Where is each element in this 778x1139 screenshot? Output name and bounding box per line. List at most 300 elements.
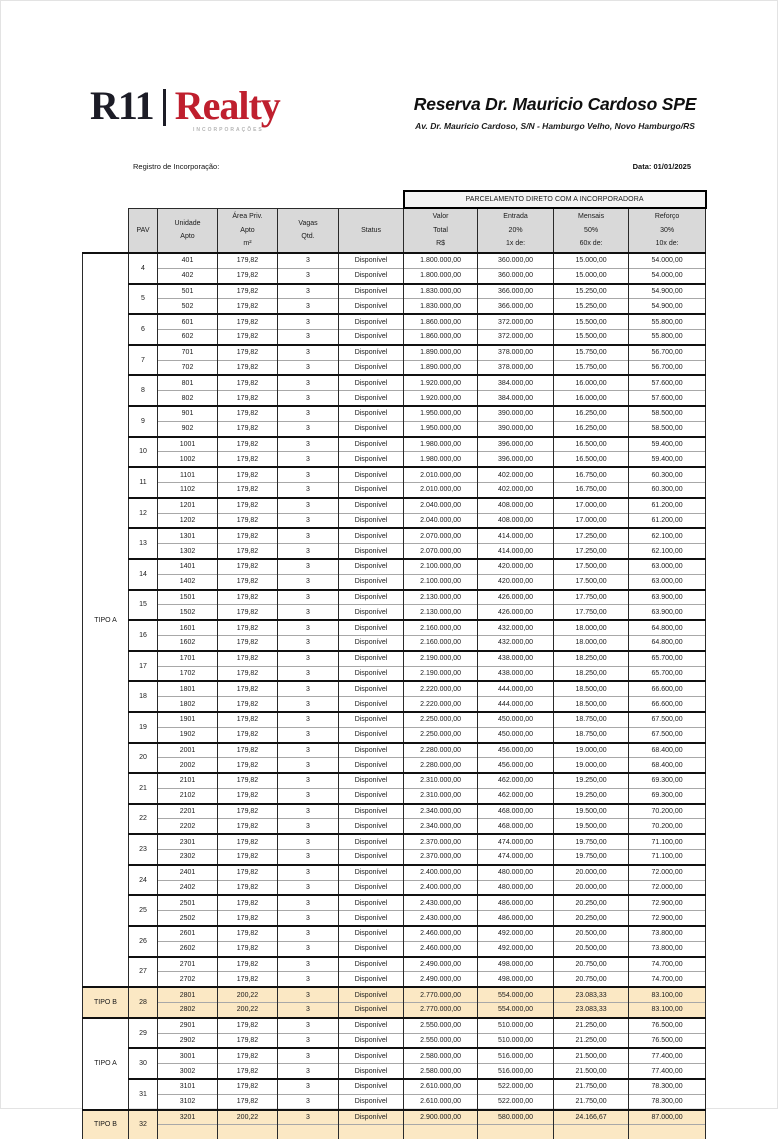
column-header-line: Apto — [240, 226, 255, 234]
table-cell: 2.550.000,00 — [404, 1033, 478, 1048]
table-cell: Disponível — [339, 544, 404, 559]
table-cell: Disponível — [339, 850, 404, 865]
table-cell: Disponível — [339, 360, 404, 375]
table-cell: 3 — [278, 987, 339, 1002]
table-cell: 1.890.000,00 — [404, 360, 478, 375]
table-row — [83, 758, 706, 773]
table-cell: Disponível — [339, 574, 404, 589]
table-cell: 67.500,00 — [629, 712, 706, 727]
table-cell: 18.250,00 — [554, 666, 629, 681]
table-cell: 179,82 — [218, 941, 278, 956]
pav-cell: 15 — [129, 590, 158, 621]
table-cell: 179,82 — [218, 284, 278, 299]
table-cell: 3102 — [158, 1094, 218, 1109]
table-cell: 179,82 — [218, 666, 278, 681]
table-cell: 1.860.000,00 — [404, 329, 478, 344]
clipped-cell — [339, 1125, 404, 1139]
table-cell: 73.800,00 — [629, 941, 706, 956]
table-cell: 60.300,00 — [629, 482, 706, 497]
header-blank-cell — [83, 208, 129, 253]
table-cell: 200,22 — [218, 1003, 278, 1018]
table-cell: Disponível — [339, 1094, 404, 1109]
table-cell: 179,82 — [218, 406, 278, 421]
table-cell: 1.800.000,00 — [404, 253, 478, 268]
pav-cell: 6 — [129, 314, 158, 345]
table-cell: 372.000,00 — [478, 314, 554, 329]
table-cell: 63.900,00 — [629, 590, 706, 605]
column-header-line: 60x de: — [579, 240, 603, 248]
table-cell: 390.000,00 — [478, 406, 554, 421]
table-cell: 2301 — [158, 834, 218, 849]
table-cell: 2.040.000,00 — [404, 513, 478, 528]
table-cell: 68.400,00 — [629, 758, 706, 773]
table-row — [83, 727, 706, 742]
table-cell: 1101 — [158, 467, 218, 482]
table-cell: 3 — [278, 299, 339, 314]
pav-cell: 12 — [129, 498, 158, 529]
table-cell: 3 — [278, 421, 339, 436]
table-cell: 3 — [278, 482, 339, 497]
table-cell: Disponível — [339, 421, 404, 436]
header-row — [83, 208, 706, 253]
table-cell: 2302 — [158, 850, 218, 865]
registro-label: Registro de Incorporação: — [133, 162, 220, 171]
column-header-line: Entrada — [503, 213, 528, 221]
table-cell: 2.580.000,00 — [404, 1048, 478, 1063]
table-cell: 179,82 — [218, 467, 278, 482]
table-cell: Disponível — [339, 1048, 404, 1063]
column-header-line: Apto — [180, 233, 195, 241]
table-cell: 59.400,00 — [629, 437, 706, 452]
table-cell: 21.500,00 — [554, 1064, 629, 1079]
table-cell: 2.370.000,00 — [404, 834, 478, 849]
table-row — [83, 437, 706, 452]
table-row — [83, 1064, 706, 1079]
column-header-line: Mensais — [578, 213, 605, 221]
table-row — [83, 406, 706, 421]
table-row — [83, 253, 706, 268]
table-row — [83, 299, 706, 314]
table-cell: 456.000,00 — [478, 743, 554, 758]
table-cell: Disponível — [339, 467, 404, 482]
table-cell: Disponível — [339, 865, 404, 880]
table-cell: 502 — [158, 299, 218, 314]
table-cell: 438.000,00 — [478, 651, 554, 666]
table-row — [83, 421, 706, 436]
column-header-1 — [158, 208, 218, 253]
table-cell: Disponível — [339, 528, 404, 543]
table-cell: 15.250,00 — [554, 284, 629, 299]
table-cell: 1401 — [158, 559, 218, 574]
table-cell: 1002 — [158, 452, 218, 467]
table-cell: 62.100,00 — [629, 528, 706, 543]
table-cell: 57.600,00 — [629, 391, 706, 406]
table-row — [83, 941, 706, 956]
table-cell: 2.900.000,00 — [404, 1110, 478, 1125]
table-cell: 57.600,00 — [629, 375, 706, 390]
pav-cell: 13 — [129, 528, 158, 559]
table-cell: 17.000,00 — [554, 513, 629, 528]
table-cell: 179,82 — [218, 299, 278, 314]
table-cell: Disponível — [339, 651, 404, 666]
table-row — [83, 926, 706, 941]
table-cell: 2.400.000,00 — [404, 865, 478, 880]
table-cell: 67.500,00 — [629, 727, 706, 742]
table-cell: 3 — [278, 268, 339, 283]
table-cell: 17.750,00 — [554, 590, 629, 605]
table-cell: 456.000,00 — [478, 758, 554, 773]
table-cell: 179,82 — [218, 895, 278, 910]
table-row — [83, 284, 706, 299]
table-cell: 72.900,00 — [629, 895, 706, 910]
table-cell: 3 — [278, 513, 339, 528]
table-cell: 366.000,00 — [478, 299, 554, 314]
pav-cell: 27 — [129, 957, 158, 988]
table-cell: 18.000,00 — [554, 635, 629, 650]
pav-cell: 14 — [129, 559, 158, 590]
table-cell: 179,82 — [218, 620, 278, 635]
column-header-line: Vagas — [298, 219, 318, 227]
pav-cell: 10 — [129, 437, 158, 468]
table-cell: Disponível — [339, 590, 404, 605]
table-cell: 179,82 — [218, 727, 278, 742]
table-cell: 15.000,00 — [554, 253, 629, 268]
table-cell: 3 — [278, 406, 339, 421]
table-cell: 1.920.000,00 — [404, 375, 478, 390]
table-cell: 87.000,00 — [629, 1110, 706, 1125]
table-cell: 3 — [278, 666, 339, 681]
table-cell: 64.800,00 — [629, 620, 706, 635]
table-cell: 2202 — [158, 819, 218, 834]
table-cell: 2802 — [158, 1003, 218, 1018]
pav-cell: 29 — [129, 1018, 158, 1049]
table-cell: 2.280.000,00 — [404, 758, 478, 773]
column-header-2 — [218, 208, 278, 253]
table-cell: 3 — [278, 865, 339, 880]
column-header-line: R$ — [436, 240, 446, 248]
pav-cell: 28 — [129, 987, 158, 1018]
table-cell: 61.200,00 — [629, 498, 706, 513]
table-cell: 474.000,00 — [478, 834, 554, 849]
table-cell: 179,82 — [218, 880, 278, 895]
table-cell: 2.100.000,00 — [404, 574, 478, 589]
tipo-label-cell: TIPO B — [83, 987, 129, 1018]
table-cell: 179,82 — [218, 559, 278, 574]
table-cell: 15.250,00 — [554, 299, 629, 314]
table-cell: 20.750,00 — [554, 957, 629, 972]
table-cell: 450.000,00 — [478, 727, 554, 742]
pav-cell: 11 — [129, 467, 158, 498]
table-cell: 1802 — [158, 697, 218, 712]
table-cell: 69.300,00 — [629, 788, 706, 803]
table-cell: 179,82 — [218, 482, 278, 497]
table-row — [83, 559, 706, 574]
table-cell: 468.000,00 — [478, 804, 554, 819]
table-cell: 65.700,00 — [629, 651, 706, 666]
table-cell: 498.000,00 — [478, 957, 554, 972]
table-cell: 21.750,00 — [554, 1094, 629, 1109]
table-cell: 444.000,00 — [478, 681, 554, 696]
column-header-line: 50% — [584, 226, 599, 234]
table-cell: 3 — [278, 941, 339, 956]
table-cell: 2.460.000,00 — [404, 941, 478, 956]
table-cell: 2.550.000,00 — [404, 1018, 478, 1033]
table-row — [83, 1094, 706, 1109]
table-row — [83, 605, 706, 620]
table-cell: 3201 — [158, 1110, 218, 1125]
table-row — [83, 681, 706, 696]
table-cell: 3 — [278, 651, 339, 666]
table-cell: Disponível — [339, 498, 404, 513]
table-cell: 2.490.000,00 — [404, 957, 478, 972]
table-cell: 18.750,00 — [554, 727, 629, 742]
pav-cell: 17 — [129, 651, 158, 682]
table-cell: 61.200,00 — [629, 513, 706, 528]
table-cell: Disponível — [339, 1079, 404, 1094]
table-cell: 2.460.000,00 — [404, 926, 478, 941]
table-row — [83, 528, 706, 543]
table-cell: 2002 — [158, 758, 218, 773]
table-cell: 179,82 — [218, 712, 278, 727]
table-cell: 21.250,00 — [554, 1033, 629, 1048]
table-cell: Disponível — [339, 681, 404, 696]
table-cell: 701 — [158, 345, 218, 360]
table-cell: 432.000,00 — [478, 635, 554, 650]
table-cell: 444.000,00 — [478, 697, 554, 712]
logo-right — [174, 83, 280, 133]
table-cell: 19.250,00 — [554, 773, 629, 788]
table-cell: 1102 — [158, 482, 218, 497]
table-cell: 2.400.000,00 — [404, 880, 478, 895]
pav-cell: 20 — [129, 743, 158, 774]
table-cell: 1502 — [158, 605, 218, 620]
table-cell: 76.500,00 — [629, 1018, 706, 1033]
table-cell: 2.340.000,00 — [404, 819, 478, 834]
table-row — [83, 574, 706, 589]
table-cell: Disponível — [339, 727, 404, 742]
table-cell: 396.000,00 — [478, 437, 554, 452]
table-cell: Disponível — [339, 911, 404, 926]
table-cell: Disponível — [339, 773, 404, 788]
table-row — [83, 712, 706, 727]
table-row — [83, 1018, 706, 1033]
table-cell: 16.750,00 — [554, 482, 629, 497]
table-row — [83, 1110, 706, 1125]
table-cell: Disponível — [339, 926, 404, 941]
table-cell: Disponível — [339, 697, 404, 712]
table-cell: 462.000,00 — [478, 773, 554, 788]
table-cell: 54.000,00 — [629, 253, 706, 268]
table-cell: 3002 — [158, 1064, 218, 1079]
table-row — [83, 911, 706, 926]
table-cell: 510.000,00 — [478, 1033, 554, 1048]
table-cell: 1.980.000,00 — [404, 452, 478, 467]
table-cell: 179,82 — [218, 590, 278, 605]
table-row — [83, 957, 706, 972]
table-cell: 498.000,00 — [478, 972, 554, 987]
table-cell: 420.000,00 — [478, 559, 554, 574]
table-cell: 19.500,00 — [554, 804, 629, 819]
table-cell: 56.700,00 — [629, 345, 706, 360]
table-cell: 18.250,00 — [554, 651, 629, 666]
table-cell: 3 — [278, 284, 339, 299]
table-cell: 2102 — [158, 788, 218, 803]
table-cell: 1.830.000,00 — [404, 284, 478, 299]
table-cell: 21.750,00 — [554, 1079, 629, 1094]
table-cell: 516.000,00 — [478, 1048, 554, 1063]
table-row — [83, 1033, 706, 1048]
table-cell: 20.500,00 — [554, 926, 629, 941]
column-header-line: Qtd. — [301, 233, 315, 241]
pav-cell: 19 — [129, 712, 158, 743]
pav-cell: 31 — [129, 1079, 158, 1110]
table-row — [83, 635, 706, 650]
table-cell: 378.000,00 — [478, 360, 554, 375]
table-row — [83, 865, 706, 880]
table-cell: 2.220.000,00 — [404, 681, 478, 696]
table-cell: 3 — [278, 1079, 339, 1094]
table-cell: 54.000,00 — [629, 268, 706, 283]
table-cell: 3 — [278, 788, 339, 803]
table-cell: 801 — [158, 375, 218, 390]
table-cell: 3 — [278, 697, 339, 712]
table-cell: 3 — [278, 574, 339, 589]
table-cell: 2.280.000,00 — [404, 743, 478, 758]
table-cell: 54.900,00 — [629, 299, 706, 314]
table-row — [83, 329, 706, 344]
table-cell: 72.000,00 — [629, 865, 706, 880]
table-cell: 179,82 — [218, 528, 278, 543]
table-cell: 3001 — [158, 1048, 218, 1063]
table-cell: 2201 — [158, 804, 218, 819]
table-cell: 200,22 — [218, 1110, 278, 1125]
meta-row — [133, 162, 691, 171]
table-cell: 64.800,00 — [629, 635, 706, 650]
table-cell: 16.000,00 — [554, 391, 629, 406]
table-cell: 74.700,00 — [629, 972, 706, 987]
table-cell: 179,82 — [218, 926, 278, 941]
table-cell: 21.250,00 — [554, 1018, 629, 1033]
table-cell: Disponível — [339, 941, 404, 956]
logo-r11-text: R11 — [90, 83, 154, 128]
table-cell: Disponível — [339, 712, 404, 727]
table-cell: 20.000,00 — [554, 880, 629, 895]
table-cell: 16.750,00 — [554, 467, 629, 482]
table-cell: 3 — [278, 1048, 339, 1063]
table-row — [83, 1079, 706, 1094]
table-cell: 450.000,00 — [478, 712, 554, 727]
table-cell: Disponível — [339, 284, 404, 299]
table-cell: 2502 — [158, 911, 218, 926]
table-cell: 2901 — [158, 1018, 218, 1033]
table-cell: 179,82 — [218, 850, 278, 865]
table-cell: 1.950.000,00 — [404, 421, 478, 436]
table-row — [83, 743, 706, 758]
table-cell: 1801 — [158, 681, 218, 696]
table-cell: 16.500,00 — [554, 452, 629, 467]
table-cell: 1701 — [158, 651, 218, 666]
price-table — [82, 190, 707, 1139]
price-table-head — [83, 191, 706, 253]
table-cell: 501 — [158, 284, 218, 299]
table-row — [83, 773, 706, 788]
table-cell: 3 — [278, 635, 339, 650]
table-cell: Disponível — [339, 1018, 404, 1033]
table-cell: 402.000,00 — [478, 482, 554, 497]
table-cell: Disponível — [339, 620, 404, 635]
table-cell: Disponível — [339, 880, 404, 895]
table-cell: 17.000,00 — [554, 498, 629, 513]
table-cell: 179,82 — [218, 421, 278, 436]
table-cell: Disponível — [339, 559, 404, 574]
table-cell: 3 — [278, 498, 339, 513]
table-cell: 18.000,00 — [554, 620, 629, 635]
pav-cell: 24 — [129, 865, 158, 896]
column-header-line: Reforço — [654, 213, 680, 221]
table-cell: 3 — [278, 544, 339, 559]
table-cell: 179,82 — [218, 1079, 278, 1094]
table-cell: 2601 — [158, 926, 218, 941]
table-cell: Disponível — [339, 804, 404, 819]
table-cell: 179,82 — [218, 1018, 278, 1033]
clipped-cell — [629, 1125, 706, 1139]
table-cell: 17.250,00 — [554, 528, 629, 543]
table-cell: 902 — [158, 421, 218, 436]
table-cell: 23.083,33 — [554, 1003, 629, 1018]
table-cell: 3 — [278, 926, 339, 941]
table-cell: 2902 — [158, 1033, 218, 1048]
table-cell: 492.000,00 — [478, 941, 554, 956]
table-cell: Disponível — [339, 666, 404, 681]
table-cell: 1001 — [158, 437, 218, 452]
table-cell: 63.000,00 — [629, 574, 706, 589]
table-cell: 2.190.000,00 — [404, 651, 478, 666]
table-cell: 72.900,00 — [629, 911, 706, 926]
table-row — [83, 850, 706, 865]
table-cell: 802 — [158, 391, 218, 406]
table-cell: 522.000,00 — [478, 1094, 554, 1109]
table-cell: 3 — [278, 957, 339, 972]
table-cell: 179,82 — [218, 819, 278, 834]
table-row — [83, 697, 706, 712]
clipped-filler-row — [83, 1125, 706, 1139]
table-cell: 901 — [158, 406, 218, 421]
table-cell: 396.000,00 — [478, 452, 554, 467]
table-cell: 179,82 — [218, 574, 278, 589]
table-cell: 1901 — [158, 712, 218, 727]
table-cell: 702 — [158, 360, 218, 375]
table-row — [83, 987, 706, 1002]
table-cell: 2.070.000,00 — [404, 544, 478, 559]
table-row — [83, 834, 706, 849]
table-cell: Disponível — [339, 1064, 404, 1079]
table-cell: 21.500,00 — [554, 1048, 629, 1063]
pav-cell: 30 — [129, 1048, 158, 1079]
table-cell: 55.800,00 — [629, 329, 706, 344]
table-cell: 492.000,00 — [478, 926, 554, 941]
table-cell: 580.000,00 — [478, 1110, 554, 1125]
table-cell: Disponível — [339, 482, 404, 497]
table-cell: 2.250.000,00 — [404, 727, 478, 742]
table-cell: Disponível — [339, 758, 404, 773]
table-cell: 179,82 — [218, 1094, 278, 1109]
table-cell: 1402 — [158, 574, 218, 589]
table-cell: 366.000,00 — [478, 284, 554, 299]
table-cell: 3 — [278, 834, 339, 849]
table-cell: 70.200,00 — [629, 819, 706, 834]
table-cell: 179,82 — [218, 773, 278, 788]
table-cell: 3 — [278, 528, 339, 543]
